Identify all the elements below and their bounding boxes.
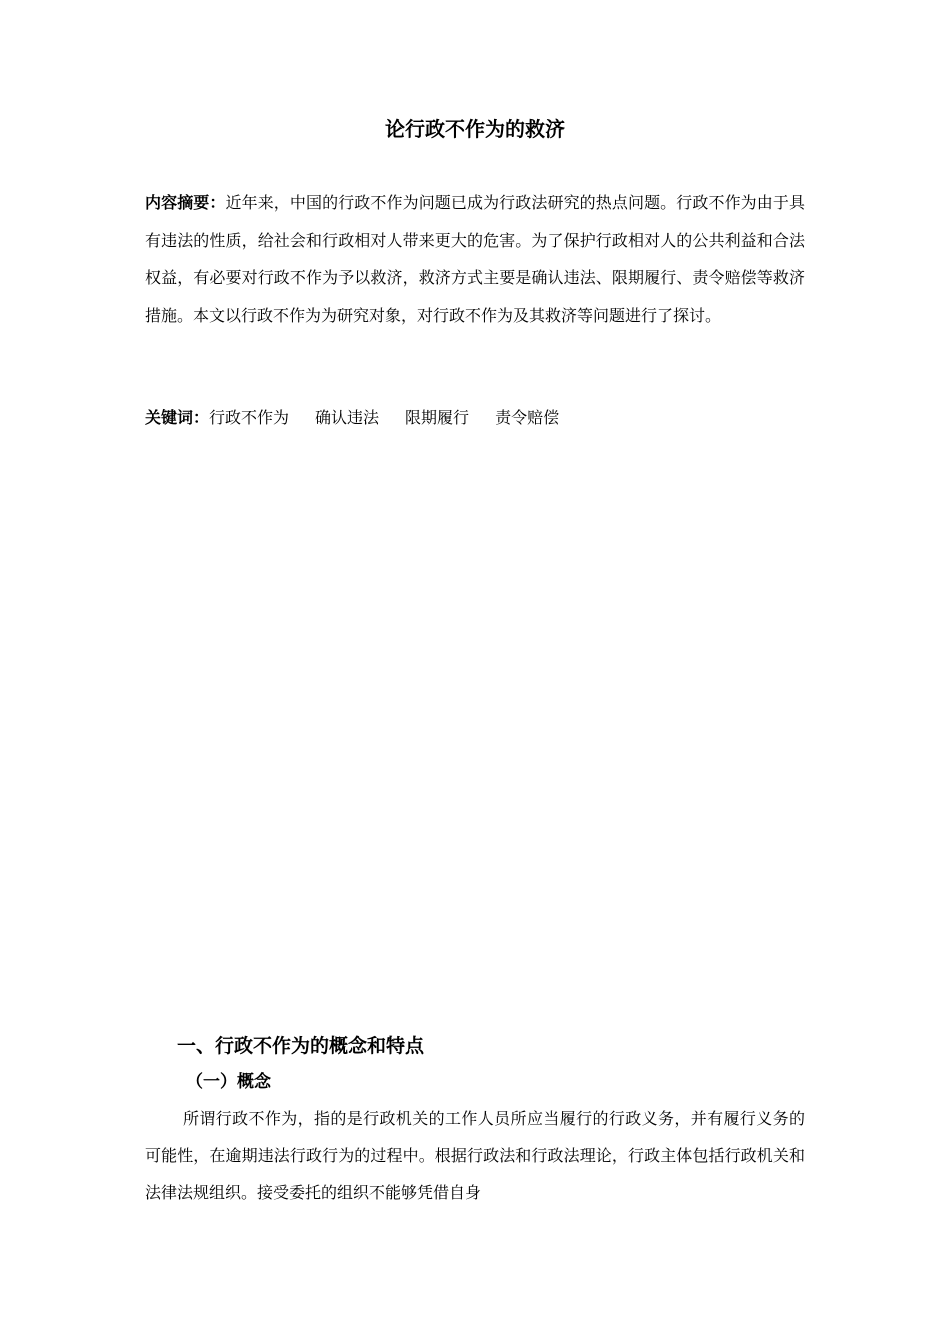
document-title: 论行政不作为的救济 — [385, 117, 565, 141]
keyword-item: 行政不作为 — [209, 408, 290, 427]
keyword-item: 确认违法 — [315, 408, 380, 427]
subsection-heading: （一）概念 — [186, 1072, 271, 1092]
abstract-text: 近年来，中国的行政不作为问题已成为行政法研究的热点问题。行政不作为由于具有违法的性质，给社会和行政相对人带来更大的危害。为了保护行政相对人的公共利益和合法权益，有必要对行政不作为予以救济，救济方式主要是确认违法、限期履行、责令赔偿等救济措施。本文以行政不作为为研究对象，对行政不作为及其救济等问题进行了探讨。 — [145, 193, 805, 325]
keywords-line — [145, 403, 805, 433]
keyword-item: 限期履行 — [405, 408, 470, 427]
keywords-label: 关键词： — [145, 408, 210, 427]
abstract-paragraph — [145, 184, 805, 334]
keyword-item: 责令赔偿 — [495, 408, 560, 427]
abstract-label: 内容摘要： — [145, 193, 226, 212]
section-heading: 一、行政不作为的概念和特点 — [177, 1035, 425, 1057]
body-paragraph: 所谓行政不作为，指的是行政机关的工作人员所应当履行的行政义务，并有履行义务的可能性，在逾期违法行政行为的过程中。根据行政法和行政法理论，行政主体包括行政机关和法律法规组织。接受委托的组织不能够凭借自身 — [145, 1109, 805, 1202]
